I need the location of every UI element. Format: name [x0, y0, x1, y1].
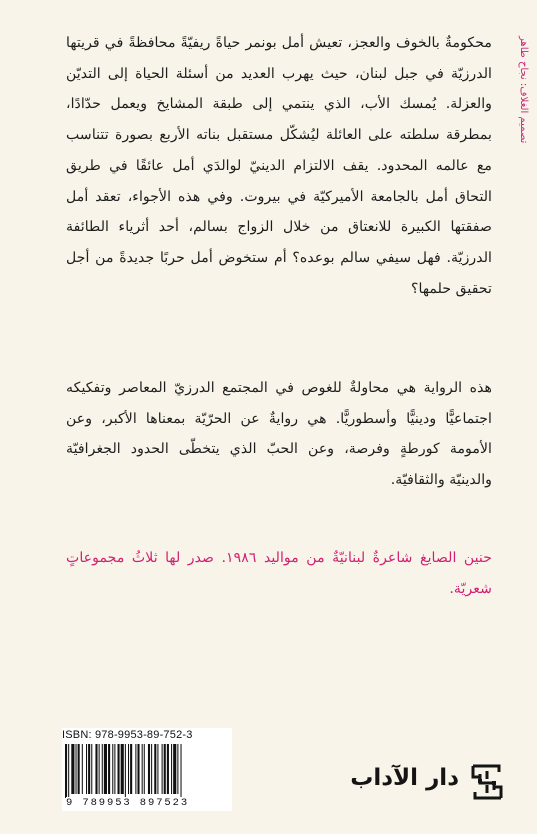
synopsis-paragraph: محكومةٌ بالخوف والعجز، تعيش أمل بونمر حياةً ريفيّةً محافظةً في قريتها الدرزيّة في جبل لبنان، حيث يهرب العديد من أسئلة الحياة إلى التديّن والعزلة. يُمسك الأب، الذي ينتمي إلى طبقة المشايخ ويعمل حدّادًا، بمطرقة سلطته على العائلة ليُشكّل مستقبل بناته الأربع بصورة تتناسب مع عالمه المحدود. يقف الالتزام الدينيّ لوالدَي أمل عائقًا في طريق التحاق أمل بالجامعة الأميركيّة في بيروت. وفي هذه الأجواء، تعقد أمل صفقتها الكبيرة للانعتاق من خلال الزواج بسالم، أحد أثرياء الطائفة الدرزيّة. فهل سيفي سالم بوعده؟ أم ستخوض أمل حربًا جديدةً من أجل تحقيق حلمها؟	[66, 35, 492, 297]
barcode-bar	[102, 744, 103, 794]
barcode-bar	[177, 744, 178, 794]
barcode-bar	[125, 744, 126, 798]
barcode-bar	[88, 744, 90, 794]
barcode-bar	[144, 744, 145, 794]
barcode-bars	[62, 744, 232, 798]
barcode-bar	[171, 744, 172, 794]
novel-description-paragraph: هذه الرواية هي محاولةٌ للغوص في المجتمع الدرزيّ المعاصر وتفكيكه اجتماعيًّا ودينيًّا وأسطوريًّا. هي روايةٌ عن الحرّيّة بمعناها الأكبر، وعن الأمومة كورطةٍ وفرصة، وعن الحبّ الذي يتخطّى الحدود الجغرافيّة والدينيّة والثقافيّة.	[66, 380, 492, 489]
barcode-bar	[114, 744, 115, 794]
barcode-bar	[121, 744, 124, 794]
dar-al-adab-logo-icon	[469, 763, 505, 801]
barcode-bar	[99, 744, 100, 794]
barcode-bar	[167, 744, 169, 794]
barcode-bar	[104, 744, 107, 794]
barcode-bar	[118, 744, 120, 794]
barcode-bar	[86, 744, 87, 794]
isbn-label: ISBN: 978-9953-89-752-3	[62, 729, 193, 741]
barcode-bar	[135, 744, 136, 794]
barcode-bar	[181, 744, 182, 798]
barcode-bar	[108, 744, 110, 794]
publisher-mark	[350, 763, 515, 803]
barcode-bar	[151, 744, 152, 794]
barcode-bar	[95, 744, 97, 794]
barcode-bar	[130, 744, 132, 794]
barcode-bar	[137, 744, 139, 794]
barcode-bar	[157, 744, 158, 794]
barcode-bar	[68, 744, 69, 798]
barcode-bar	[112, 744, 113, 794]
isbn-barcode	[62, 728, 232, 811]
barcode-bar	[142, 744, 143, 794]
barcode-bar	[162, 744, 163, 794]
barcode-bar	[128, 744, 129, 794]
publisher-name: دار الآداب	[350, 765, 459, 791]
barcode-bar	[82, 744, 83, 794]
barcode-bar	[76, 744, 77, 794]
barcode-bar	[148, 744, 150, 794]
barcode-bar	[65, 744, 67, 798]
barcode-bar	[154, 744, 156, 794]
barcode-bar	[164, 744, 166, 794]
barcode-digits: 9 789953 897523	[66, 797, 230, 809]
author-bio-paragraph: حنين الصايغ شاعرةٌ لبنانيّةٌ من مواليد ١٩٨٦. صدر لها ثلاثُ مجموعاتٍ شعريّة.	[66, 550, 492, 597]
barcode-bar	[78, 744, 80, 794]
barcode-bar	[91, 744, 92, 794]
barcode-bar	[71, 744, 74, 794]
barcode-bar	[173, 744, 176, 794]
cover-design-credit: تصميم الغلاف: نجاح طاهر	[518, 36, 529, 144]
